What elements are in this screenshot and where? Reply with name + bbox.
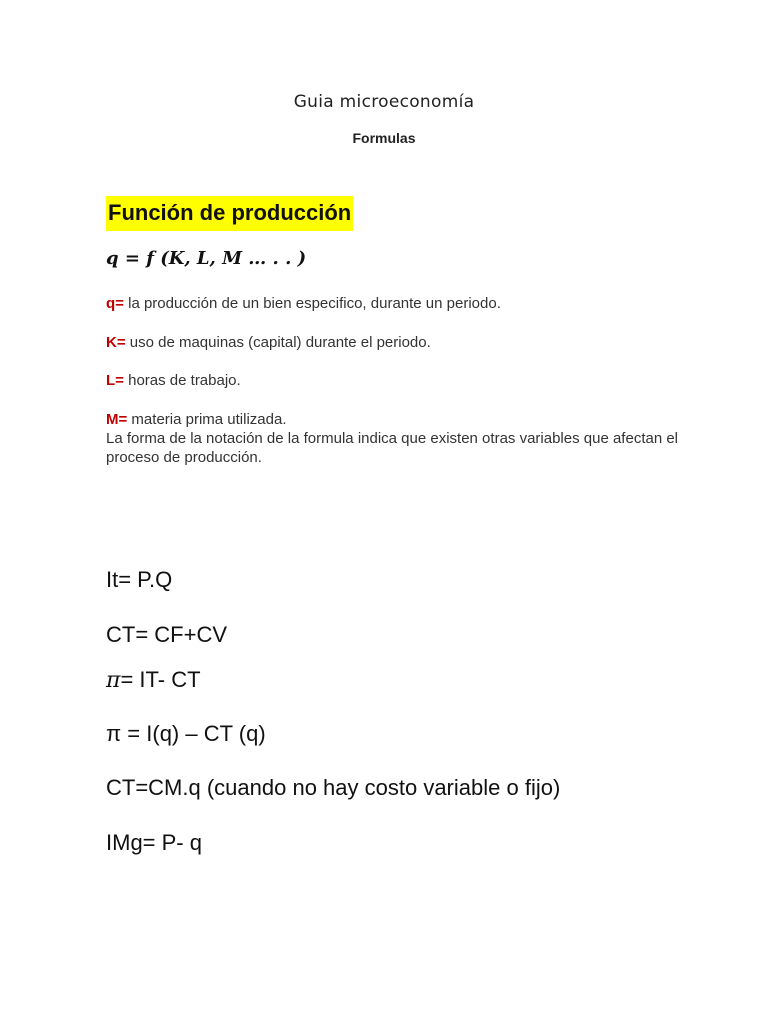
definition-text: materia prima utilizada. — [127, 411, 287, 428]
definition-text: la producción de un bien especifico, durante un periodo. — [123, 295, 501, 312]
formula-profit-rest: = IT- CT — [120, 667, 201, 692]
definition-variable: q= — [106, 295, 124, 312]
formula-cost-mean: CT=CM.q (cuando no hay costo variable o fijo) — [106, 775, 561, 800]
formula-profit-function: π = I(q) – CT (q) — [106, 721, 266, 746]
definition-text: horas de trabajo. — [123, 372, 241, 389]
pi-symbol: π — [106, 668, 121, 693]
definition-m — [106, 410, 287, 429]
notation-note: La forma de la notación de la formula indica que existen otras variables que afectan el proceso de producción. — [106, 430, 679, 466]
definition-l — [106, 371, 241, 390]
section-heading: Función de producción — [106, 196, 353, 231]
definition-variable: L= — [106, 372, 124, 389]
document-subtitle: Formulas — [352, 130, 416, 146]
formula-profit — [106, 667, 201, 693]
definition-text: uso de maquinas (capital) durante el periodo. — [125, 334, 431, 351]
document-title: Guia microeconomía — [293, 92, 475, 112]
definition-k — [106, 333, 431, 352]
definition-variable: K= — [106, 334, 126, 351]
definition-variable: M= — [106, 411, 128, 428]
definition-q — [106, 294, 501, 313]
formula-marginal-income: IMg= P- q — [106, 830, 202, 855]
formula-income: It= P.Q — [106, 567, 173, 592]
production-function-formula: q = f (K, L, M … . . ) — [106, 248, 307, 269]
formula-total-cost: CT= CF+CV — [106, 622, 228, 647]
